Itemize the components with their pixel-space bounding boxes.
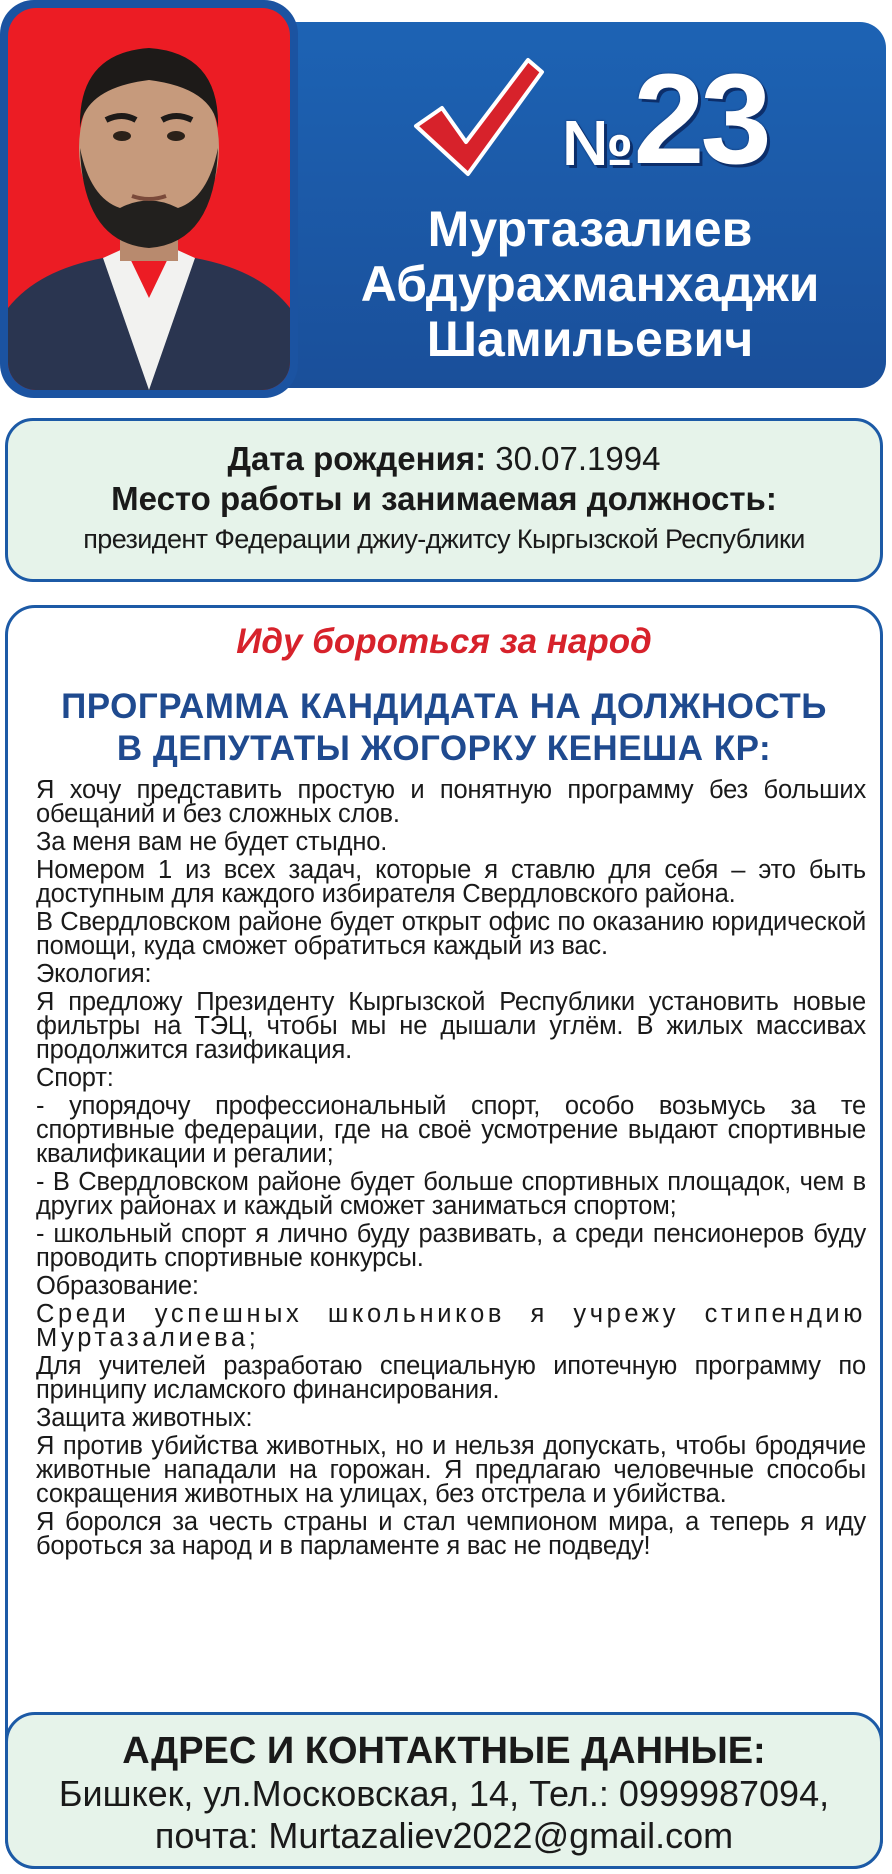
checkmark-icon	[410, 56, 545, 181]
section-heading-ecology: Экология:	[36, 960, 152, 988]
program-paragraph: Я против убийства животных, но и нельзя допускать, чтобы бродячие животные нападали на горожан. Я предлагаю человечные способы сокращения животных на улицах, без отстрела и убийства.	[36, 1432, 866, 1508]
portrait-illustration	[8, 8, 290, 390]
program-paragraph: Я боролся за честь страны и стал чемпионом мира, а теперь я иду бороться за народ и в парламенте я вас не подведу!	[36, 1508, 866, 1560]
contact-address-phone: Бишкек, ул.Московская, 14, Тел.: 0999987094,	[58, 1773, 830, 1814]
program-paragraph: Я хочу представить простую и понятную программу без больших обещаний и без сложных слов.	[36, 776, 866, 828]
program-paragraph: За меня вам не будет стыдно.	[36, 828, 388, 856]
candidate-first-name: Абдурахманхаджи	[360, 256, 820, 312]
work-label-row	[8, 479, 880, 519]
program-paragraph: - В Свердловском районе будет больше спортивных площадок, чем в других районах и каждый сможет заниматься спортом;	[36, 1168, 866, 1220]
birth-date-row	[8, 439, 880, 479]
program-box	[5, 605, 883, 1869]
candidate-surname: Муртазалиев	[427, 201, 753, 257]
ballot-number	[562, 48, 768, 191]
program-text	[36, 778, 866, 1562]
program-title-line2: В ДЕПУТАТЫ ЖОГОРКУ КЕНЕША КР:	[116, 729, 772, 768]
candidate-photo-frame	[0, 0, 298, 398]
contact-title: АДРЕС И КОНТАКТНЫЕ ДАННЫЕ:	[122, 1730, 766, 1772]
section-heading-sport: Спорт:	[36, 1064, 114, 1092]
section-heading-education: Образование:	[36, 1272, 199, 1300]
candidate-patronymic: Шамильевич	[426, 311, 754, 367]
program-paragraph: Номером 1 из всех задач, которые я ставлю для себя – это быть доступным для каждого избирателя Свердловского района.	[36, 856, 866, 908]
birth-date-label: Дата рождения:	[227, 440, 487, 477]
contact-box	[5, 1712, 883, 1869]
section-heading-animals: Защита животных:	[36, 1404, 253, 1432]
program-paragraph: Среди успешных школьников я учрежу стипендию Муртазалиева;	[36, 1300, 866, 1352]
program-paragraph: Я предложу Президенту Кыргызской Республики установить новые фильтры на ТЭЦ, чтобы мы не дышали углём. В жилых массивах продолжится газификация.	[36, 988, 866, 1064]
program-paragraph: - упорядочу профессиональный спорт, особо возьмусь за те спортивные федерации, где на своё усмотрение выдают спортивные квалификации и регалии;	[36, 1092, 866, 1168]
program-title-line1: ПРОГРАММА КАНДИДАТА НА ДОЛЖНОСТЬ	[61, 687, 827, 726]
slogan: Иду бороться за народ	[236, 622, 652, 661]
work-value: президент Федерации джиу-джитсу Кыргызской Республики	[83, 524, 805, 554]
candidate-name	[310, 202, 870, 367]
work-label: Место работы и занимаемая должность:	[111, 480, 777, 517]
info-box	[5, 418, 883, 582]
ballot-number-prefix: №	[562, 107, 634, 179]
program-paragraph: Для учителей разработаю специальную ипотечную программу по принципу исламского финансирования.	[36, 1352, 866, 1404]
birth-date-value: 30.07.1994	[495, 440, 661, 477]
program-title	[8, 686, 880, 770]
ballot-number-value: 23	[633, 48, 768, 191]
program-paragraph: В Свердловском районе будет открыт офис по оказанию юридической помощи, куда сможет обратиться каждый из вас.	[36, 908, 866, 960]
program-paragraph: - школьный спорт я лично буду развивать, а среди пенсионеров буду проводить спортивные конкурсы.	[36, 1220, 866, 1272]
candidate-photo	[8, 8, 290, 390]
contact-email: почта: Murtazaliev2022@gmail.com	[154, 1815, 734, 1856]
